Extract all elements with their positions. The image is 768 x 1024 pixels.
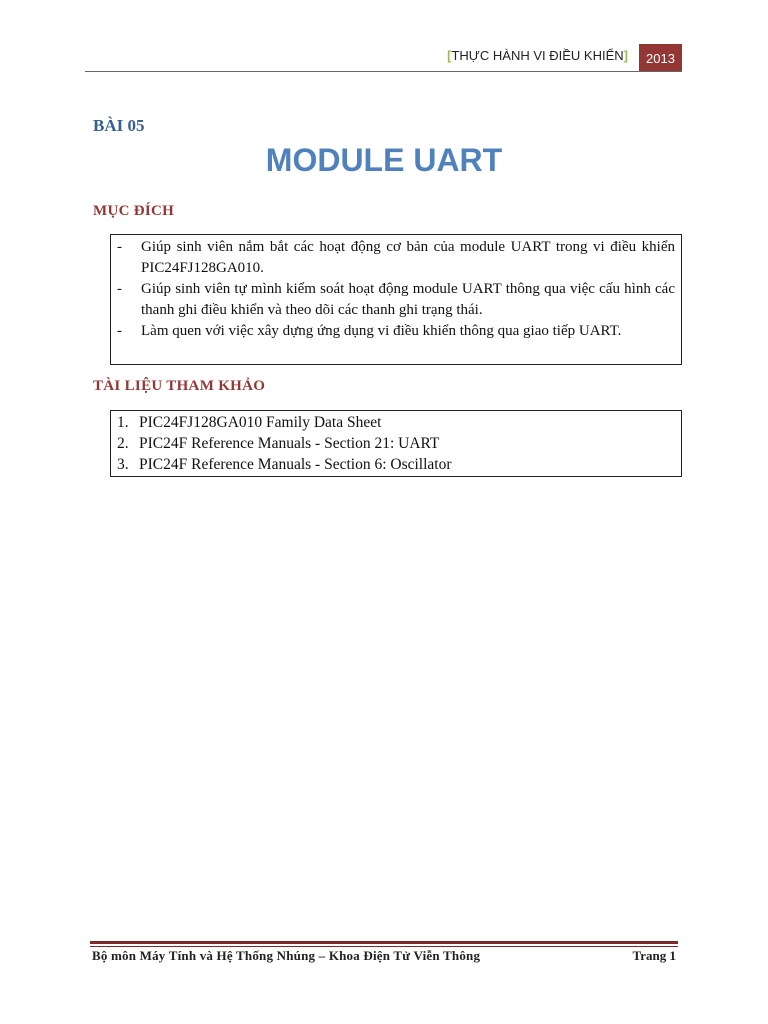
reference-item [117,433,675,454]
objective-item [117,321,675,342]
header-title-text: THỰC HÀNH VI ĐIỀU KHIỂN [451,48,624,63]
reference-item [117,412,675,433]
objective-bullet: - [117,239,122,255]
objective-item [117,279,675,321]
objective-text: Làm quen với việc xây dựng ứng dụng vi điều khiển thông qua giao tiếp UART. [141,323,622,339]
lesson-number: BÀI 05 [93,116,145,135]
footer-divider-thick [90,941,678,944]
page-title: MODULE UART [265,142,503,178]
footer-page-number: Trang 1 [632,948,676,963]
objective-text: Giúp sinh viên tự mình kiểm soát hoạt động module UART thông qua việc cấu hình các thanh ghi điều khiển và theo dõi các thanh ghi trạng thái. [141,281,675,318]
reference-number: 2. [117,435,129,452]
header-title [447,48,628,63]
objective-bullet: - [117,281,122,297]
reference-text: PIC24FJ128GA010 Family Data Sheet [139,414,382,431]
references-heading: TÀI LIỆU THAM KHẢO [93,378,266,394]
objectives-box [110,234,682,365]
header-bracket-close: ] [623,48,628,63]
objective-item [117,237,675,279]
footer-divider-thin [90,946,678,947]
references-box [110,410,682,477]
footer-department: Bộ môn Máy Tính và Hệ Thống Nhúng – Khoa Điện Tử Viễn Thông [92,948,481,963]
objective-text: Giúp sinh viên nắm bắt các hoạt động cơ bản của module UART trong vi điều khiển PIC24FJ128GA010. [141,239,675,276]
reference-text: PIC24F Reference Manuals - Section 21: UART [139,435,440,452]
reference-number: 1. [117,414,129,431]
reference-text: PIC24F Reference Manuals - Section 6: Oscillator [139,456,452,473]
header-bracket-open: [ [447,48,452,63]
objective-bullet: - [117,323,122,339]
reference-number: 3. [117,456,129,473]
header-divider [85,71,682,72]
objectives-heading: MỤC ĐÍCH [93,203,175,219]
header-year-badge: 2013 [639,44,682,72]
reference-item [117,454,675,475]
